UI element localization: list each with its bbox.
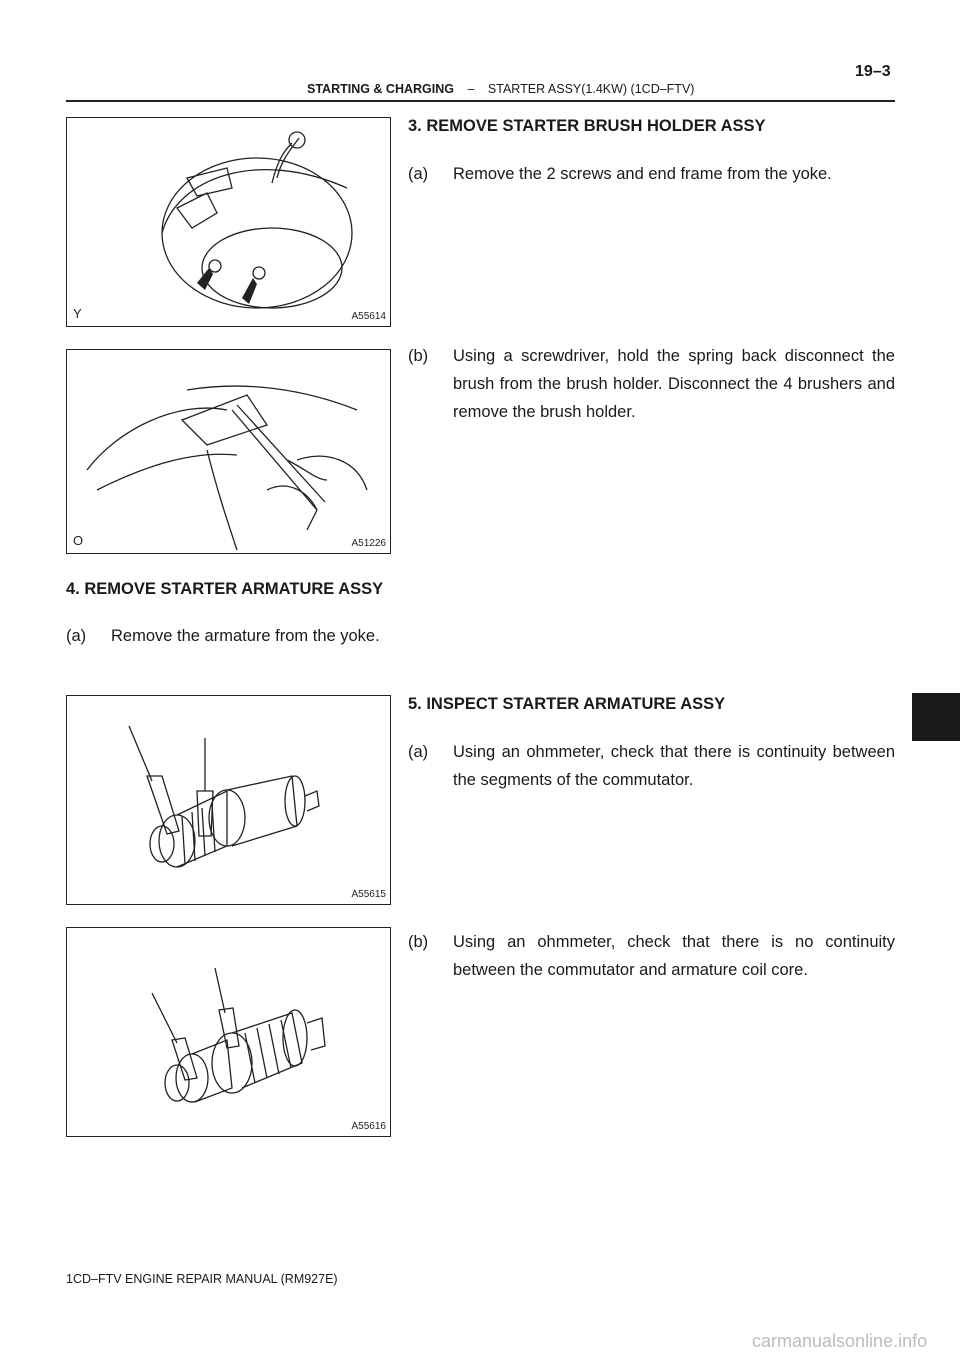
footer-manual-title: 1CD–FTV ENGINE REPAIR MANUAL (RM927E) (66, 1272, 338, 1286)
step-5b (408, 928, 895, 988)
step-3-title: 3. REMOVE STARTER BRUSH HOLDER ASSY (408, 117, 766, 135)
step-5b-text: Using an ohmmeter, check that there is no continuity between the commutator and armature coil core. (453, 933, 895, 979)
step-5a (408, 738, 895, 798)
end-frame-illustration (67, 118, 390, 326)
section-tab (912, 693, 960, 741)
figure-end-frame-screws (66, 117, 391, 327)
figure-code: A55614 (351, 311, 386, 322)
page-number: 19–3 (855, 63, 891, 80)
step-3b-text: Using a screwdriver, hold the spring back disconnect the brush from the brush holder. Disconnect the 4 brushers and remove the brush holder. (453, 347, 895, 421)
figure-code: A51226 (351, 538, 386, 549)
armature-continuity-illustration (67, 696, 390, 904)
armature-insulation-illustration (67, 928, 390, 1136)
figure-letter: O (73, 533, 84, 548)
step-4a-text: Remove the armature from the yoke. (111, 627, 380, 645)
header-rule (66, 100, 895, 102)
step-3a-label: (a) (408, 165, 429, 183)
header-separator: – (467, 82, 475, 96)
figure-brush-holder (66, 349, 391, 554)
step-5b-label: (b) (408, 933, 429, 951)
step-4a (66, 622, 466, 652)
step-3a-text: Remove the 2 screws and end frame from the yoke. (453, 165, 832, 183)
figure-coil-core-continuity (66, 927, 391, 1137)
step-5a-label: (a) (408, 743, 429, 761)
step-3b (408, 342, 895, 432)
figure-commutator-continuity (66, 695, 391, 905)
step-5-title: 5. INSPECT STARTER ARMATURE ASSY (408, 695, 726, 713)
step-4-title: 4. REMOVE STARTER ARMATURE ASSY (66, 580, 384, 598)
header-section: STARTING & CHARGING (307, 82, 454, 96)
figure-letter: Y (73, 306, 82, 321)
brush-holder-illustration (67, 350, 390, 553)
step-3b-label: (b) (408, 347, 429, 365)
header-subsection: STARTER ASSY(1.4KW) (1CD–FTV) (487, 82, 695, 96)
step-3a (408, 160, 895, 190)
step-4a-label: (a) (66, 627, 87, 645)
figure-code: A55616 (351, 1121, 386, 1132)
watermark: carmanualsonline.info (752, 1331, 928, 1351)
step-5a-text: Using an ohmmeter, check that there is continuity between the segments of the commutator. (453, 743, 895, 789)
running-header (307, 82, 694, 96)
figure-code: A55615 (351, 889, 386, 900)
